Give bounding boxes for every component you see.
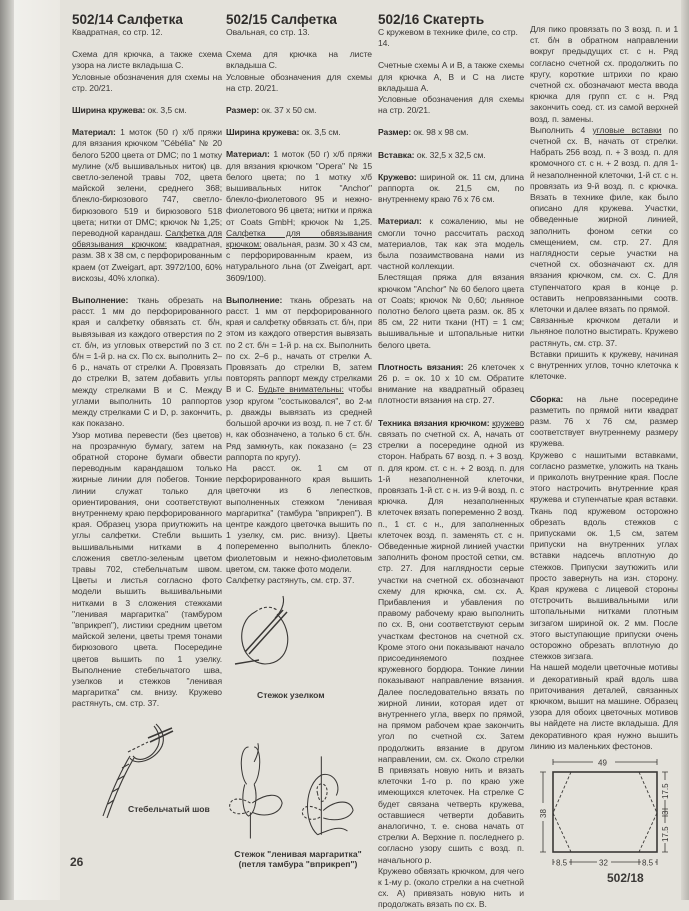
knot-stitch-illustration [235, 592, 305, 672]
paragraph-text: На нашей модели цветочные мотивы и декоративный край вдоль шва приточивания деталей, связанных крючком, вышит на машине. Образец узора для обоих цветочных мотивов вы найдете на листе вкладыша. Для декоративного края нужно вышить линию из маленьких фестонов. [530, 662, 678, 751]
paragraph [226, 49, 372, 71]
section-label: Размер: [378, 127, 412, 138]
section-label: Материал: [226, 149, 270, 160]
paragraph [530, 450, 678, 663]
diagram-right-bottom-label: 17.5 [661, 826, 670, 842]
section-label: Выполнение: [226, 294, 283, 305]
article-subtitle: С кружевом в технике филе, со стр. 14. [378, 27, 518, 49]
paragraph-text: по счетной сх. В, начать от стрелки. Набрать 256 возд. п. + 3 возд. п. для кромочного ст. с н. + 2 возд. п. для 1-й незаполненной клеточки, 1-й ст. с н. провязать из 9-й возд. п. с крючка. Вязать в технике филе, как было описано для кружева. Участки, обведенные жирной линией, заполнить фоном сетки со смещением, см. стр. 27. Для наглядности серые участки на счетной сх. обозначают сх. для вязания крючком, см. сх. С. Для ступенчатого края в конце р. оставить непровязанными соотв. клеточки и далее вязать по прямой. [530, 124, 679, 315]
paragraph-text: ткань обрезать на расст. 1 мм до перфорированного края и салфетку обвязать ст. б/н, вывязывая из каждого отверстия по 2 ст. б/н, из угловых отверстий по 3 ст. б/н = 1-й р. на сх. По сх. выполнить 2–6 р., начать от стрелки А. Провязать до стрелки В, затем добавить углы между стрелками В и С. Между углами выполнить 10 раппортов между стрелками С и D, р. закончить, как показано. [72, 295, 222, 429]
page-right-edge [681, 0, 689, 900]
paragraph-text: Связанные крючком детали и льняное полотно выстирать. Кружево растянуть, см. стр. 37. [530, 315, 678, 348]
paragraph-text: чтобы узор кругом "состыковался", во 2-м р. дважды вывязать из средней большой арочки из возд. п. не 7 ст. б/н, как обозначено, а только 6 ст. б/н. Ряд замкнуть, как показано (= 23 раппорта по кругу). [226, 384, 372, 462]
paragraph [72, 49, 222, 71]
paragraph-text: Схема для крючка, а также схема узора на листе вкладыша С. [72, 49, 222, 71]
paragraph [378, 866, 524, 911]
column-502-14 [72, 12, 222, 710]
underlined-term: Салфетка для обвязывания крючком: [72, 228, 222, 250]
paragraph [378, 127, 524, 138]
paragraph-text: Салфетку растянуть, см. стр. 37. [226, 574, 355, 585]
section-label: Выполнение: [72, 295, 129, 306]
paragraph [72, 72, 222, 94]
paragraph-text: связать по счетной сх. А, начать от стрелки а посередине одной из сторон. Набрать 67 возд. п. + 3 возд. п. для кром. ст. с н. + 2 возд. п. для 1-й незаполненной клеточки, провязать 1-й ст. с н. из 9-й возд. п. с крючка. Для незаполненных клеточек вязать попеременно 2 возд. п., 1 ст. с н., для заполненных клеточек возд. п. заменять ст. с н. Обведенные жирной линией участки заполнить фоном простой сетки, см. стр. 27. Для наглядности серые участки на счетной сх. обозначают схему для крючка, см. сх. А. Прибавления и убавления по правому рабочему краю выполнить по сх. В, они соответствуют серым участкам фестонов на счетной сх. Кроме этого они показывают начало присоединяемого позднее кружевного бордюра. Тонкие линии показывают направление вязания. Далее последовательно вязать по жирной линии, которая идет от внутреннего угла, вверх по прямой, на прямом рабочем крае закончить угол по счетной сх. Затем продолжить вязание в другом направлении, см. сх. Около стрелки В привязать новую нить и вязать клеточки 1-го р. по краю уже имеющихся клеточек. На стрелке С будет связана четверть кружева, оставшиеся четверти добавить аналогично, т. е. снова начать от стрелки А. Верхние п. последнего р. согласно узору сшить с возд. п. начального р. [378, 428, 524, 865]
paragraph-text: ок. 32,5 х 32,5 см. [414, 149, 486, 160]
paragraph [378, 418, 524, 866]
article-subtitle: Квадратная, со стр. 12. [72, 27, 163, 37]
section-label: Сборка: [530, 393, 564, 404]
diagram-right-top-label: 17.5 [661, 783, 670, 799]
page-binding-edge [0, 0, 14, 900]
paragraph-text: Выполнить 4 [530, 124, 593, 135]
lazy-daisy-illustration [228, 734, 368, 844]
paragraph-text: к сожалению, мы не смогли точно рассчитать расход материалов, так как эта модель была позаимствована нами из частной коллекции. [378, 216, 524, 272]
lazy-daisy-caption-line-1: Стежок "ленивая маргаритка" [234, 849, 362, 860]
paragraph-text: 1 моток (50 г) х/б пряжи для вязания крючком "Cébélia" № 20 белого 5200 цвета от DMC; по 1 мотку мулине (х/б вышивальных ниток) цв. светло-зеленой травы 702, цвета майской зелени, среднего 368; блекло-бирюзового 747, светло-бирюзового 519 и бирюзового 518 цвета; нитки от DMC; крючок № 1,25; переводной карандаш. [72, 127, 222, 239]
page-margin [14, 0, 60, 900]
paragraph [378, 60, 524, 94]
paragraph [378, 94, 524, 116]
paragraph [530, 125, 678, 315]
paragraph-text: Условные обозначения для схемы на стр. 20/21. [226, 71, 372, 93]
paragraph [378, 150, 524, 161]
paragraph-text: 1 моток (50 г) х/б пряжи для вязания крючком "Opera" № 15 белого цвета; по 1 мотку х/б вышивальных ниток "Anchor" блекло-фиолетового 95 и нежно-фиолетового 96 цвета; нитки и пряжа от Coats GmbH; крючок № 1,25. [226, 149, 372, 227]
paragraph [72, 127, 222, 284]
tablecloth-dimension-diagram [535, 758, 670, 873]
diagram-bottom-mid-label: 32 [599, 858, 608, 868]
paragraph-text: ок. 37 х 50 см. [259, 105, 317, 116]
paragraph-text: квадратная, разм. 38 х 38 см, с перфорированным краем (от Zweigart, арт. 3972/100, 60% вискозы, 40% хлопка). [72, 239, 222, 283]
paragraph [226, 127, 372, 138]
paragraph-text: Схема для крючка на листе вкладыша С. [226, 49, 372, 71]
lazy-daisy-caption [224, 849, 372, 869]
section-label: Материал: [72, 127, 116, 138]
paragraph [530, 394, 678, 450]
paragraph [226, 463, 372, 575]
paragraph-text: Условные обозначения для схемы на стр. 20/21. [72, 71, 222, 93]
paragraph-text: ткань обрезать на расст. 1 мм от перфорированного края и салфетку обвязать ст. б/н, при этом из каждого отверстия вывязать по 2 ст. б/н = 1-й р. на сх. Выполнить по сх. 2–6 р., начать от стрелки А. Провязать до стрелки В, затем повторять раппорт между стрелками В и С. [226, 294, 372, 395]
lazy-daisy-caption-line-2: (петля тамбура "вприкреп") [238, 859, 358, 870]
paragraph-text: Блестящая пряжа для вязания крючком "Anchor" № 60 белого цвета от Coats; крючок № 0,60; льняное полотно белого цвета разм. ок. 85 х 85 см, 22 нити ткани (НТ) = 1 см; вышивальные и штопальные нитки белого цвета. [378, 272, 524, 350]
paragraph-text: Кружево обвязать крючком, для чего к 1-му р. (около стрелки а на счетной сх. А) привязать новую нить и продолжать вязать по сх. В. [378, 865, 524, 910]
diagram-width-label: 49 [598, 758, 607, 768]
paragraph [378, 362, 524, 407]
article-title: 502/16 Скатерть [378, 12, 485, 27]
paragraph-text: ок. 98 х 98 см. [411, 127, 469, 138]
paragraph-text: овальная, разм. 30 х 43 см, с перфорированным краем, из натурального льна (от Zweigart, арт. 3609/100). [226, 239, 372, 283]
paragraph-text: Узор мотива перевести (без цветов) на прозрачную бумагу, затем на обратной стороне бумаги обвести переводным карандашом только жирные линии для побегов. Тонкие линии служат только для ориентирования, они соответствуют внутреннему краю перфорированного края. Образец узора приутюжить на углы салфетки. Стебли вышить вышивальными нитками в 4 сложения светло-зеленым цветом травы 702, стебельчатым швом. Цветы и листья согласно фото модели вышить вышивальными нитками в 3 сложения стежками "ленивая маргаритка" (тамбуром "вприкреп"), листики средним цветом майской зелени, цветы тремя тонами бирюзового цвета. Посередине цветов вышить по 1 узелку. Выполнение стебельчатого шва, узелков и стежков "ленивая маргаритка" см. внизу. Кружево растянуть, см. стр. 37. [72, 429, 222, 709]
paragraph [226, 105, 372, 116]
paragraph [226, 575, 372, 586]
paragraph [72, 430, 222, 710]
underlined-term: Будьте внимательны: [258, 384, 344, 395]
paragraph [530, 24, 678, 125]
paragraph-text: 26 клеточек х 26 р. = ок. 10 х 10 см. Обратите внимание на квадратный образец плотности вязания на стр. 27. [378, 361, 524, 406]
paragraph-text: шириной ок. 11 см, длина раппорта ок. 21,5 см, по внутреннему краю 76 х 76 см. [378, 171, 524, 205]
section-label: Ширина кружева: [226, 127, 300, 138]
section-label: Плотность вязания: [378, 361, 464, 372]
paragraph [378, 272, 524, 350]
paragraph [226, 72, 372, 94]
section-label: Размер: [226, 105, 260, 116]
paragraph-text: Условные обозначения для схемы на стр. 20/21. [378, 94, 524, 116]
column-502-15 [226, 12, 372, 586]
section-label: Техника вязания крючком: [378, 417, 490, 428]
paragraph [226, 295, 372, 463]
section-label: Ширина кружева: [72, 105, 146, 116]
article-subtitle: Овальная, со стр. 13. [226, 27, 310, 37]
paragraph-text: ок. 3,5 см. [145, 105, 187, 116]
paragraph-text: Для пико провязать по 3 возд. п. и 1 ст. б/н в обратном направлении вокруг предыдущих ст. с н. Ряд согласно счетной сх. продолжить по кругу, короткие штрихи по краю счетной сх. обозначают места ввода крючка для групп ст. с н. Ряд закончить соед. ст. из самой верхней возд. п. замены. [530, 24, 678, 124]
page-number: 26 [70, 855, 84, 869]
knot-stitch-caption: Стежок узелком [257, 690, 325, 701]
paragraph-text: Счетные схемы А и В, а также схемы для крючка А, В и С на листе вкладыша А. [378, 60, 524, 93]
paragraph [72, 105, 222, 116]
diagram-label: 502/18 [607, 871, 644, 885]
paragraph [530, 662, 678, 752]
section-label: Материал: [378, 216, 422, 227]
underlined-term: кружево [492, 417, 524, 428]
diagram-bottom-right-label: 8.5 [642, 858, 654, 868]
paragraph [530, 315, 678, 349]
column-502-16-continued [530, 24, 678, 752]
paragraph [378, 216, 524, 272]
article-title: 502/15 Салфетка [226, 12, 337, 27]
stem-stitch-caption: Стебельчатый шов [128, 803, 210, 814]
paragraph-text: Кружево с нашитыми вставками, согласно разметке, уложить на ткань и приколоть внутренние края. После этого настрочить внутренние края кружева и ступенчатые края вставки. Ткань под кружевом осторожно обрезать вдоль стежков с припусками ок. 1,5 см, затем припуски на внутренних углах вставки надсечь вплотную до стежков. Припуски заутюжить или просто завернуть на изн. сторону. Края кружева с лицевой стороны отстрочить вышивальными или штопальными нитками плотным зигзагом шириной ок. 2 мм. После этого выступающие припуски очень осторожно обрезать вплотную до стежков зигзага. [530, 449, 678, 662]
article-title: 502/14 Салфетка [72, 12, 183, 27]
underlined-term: угловые вставки [592, 124, 662, 135]
paragraph [226, 149, 372, 283]
column-502-16 [378, 12, 524, 911]
paragraph-text: На расст. ок. 1 см от перфорированного края вышить цветочки из 6 лепестков, выполненных стежком "ленивая маргаритка" (тамбура "вприкреп"). В центре каждого цветочка вышить по 1 узелку, см. рис. внизу). Цветы попеременно выполнить блекло-фиолетовым и нежно-фиолетовым цветом, см. также фото модели. [226, 462, 372, 574]
diagram-height-label: 38 [539, 809, 548, 818]
paragraph [72, 295, 222, 429]
paragraph-text: на льне посередине разметить по прямой нити квадрат разм. 76 х 76 см, размер соответствует внутреннему размеру кружева. [530, 393, 678, 449]
paragraph-text: ок. 3,5 см. [299, 127, 341, 138]
section-label: Кружево: [378, 171, 417, 182]
diagram-right-mid-label: 3 [661, 810, 670, 815]
underlined-term: Салфетка для обвязывания крючком: [226, 227, 372, 250]
section-label: Вставка: [378, 149, 415, 160]
paragraph [378, 172, 524, 206]
diagram-bottom-left-label: 8.5 [556, 858, 568, 868]
paragraph [530, 349, 678, 383]
paragraph-text: Вставки пришить к кружеву, начиная с внутренних углов, точно клеточка к клеточке. [530, 348, 678, 382]
